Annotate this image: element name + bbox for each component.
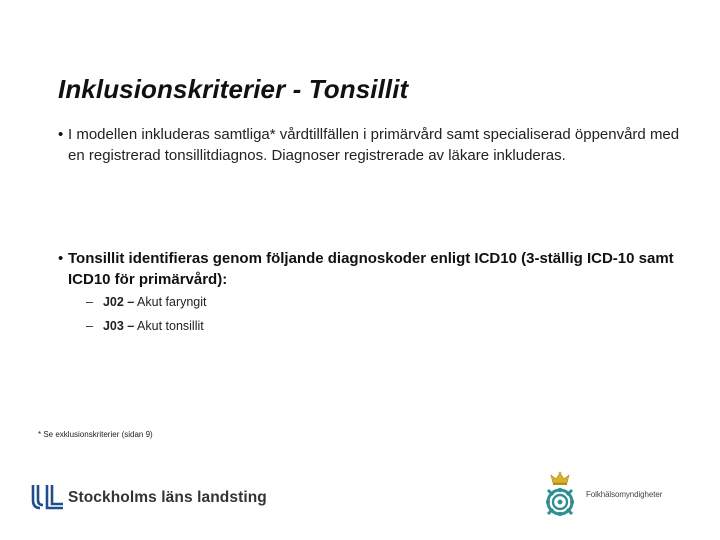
agency-logo-text: Folkhälsomyndigheter: [586, 489, 663, 499]
bullet-marker: •: [58, 126, 64, 143]
slide-title: Inklusionskriterier - Tonsillit: [58, 74, 409, 104]
sub-item-dash: –: [86, 295, 93, 309]
sub-item: [86, 294, 207, 310]
bullet-text: Tonsillit identifieras genom följande diagnoskoder enligt ICD10 (3-ställig ICD-10 samt ICD10 för primärvård):: [68, 250, 674, 288]
diagnosis-label: Akut faryngit: [137, 295, 207, 309]
footnote: * Se exklusionskriterier (sidan 9): [38, 430, 153, 439]
sll-logo-text: Stockholms läns landsting: [68, 489, 267, 506]
bullet-item: [40, 124, 680, 166]
diagnosis-label: Akut tonsillit: [137, 319, 204, 333]
bullet-text: I modellen inkluderas samtliga* vårdtillfällen i primärvård samt specialiserad öppenvård med en registrerad tonsillitdiagnos. Diagnoser registrerade av läkare inkluderas.: [68, 126, 680, 164]
bullet-marker: •: [58, 250, 64, 267]
sll-logo: [30, 484, 267, 512]
sub-item-dash: –: [86, 319, 93, 333]
agency-logo: [536, 470, 662, 518]
diagnosis-code: J02 –: [102, 295, 135, 309]
sub-item: [86, 318, 204, 334]
bullet-item: [40, 248, 680, 290]
crown-seal-icon: [536, 470, 584, 518]
sll-logo-icon: [30, 484, 64, 512]
diagnosis-code: J03 –: [102, 319, 135, 333]
